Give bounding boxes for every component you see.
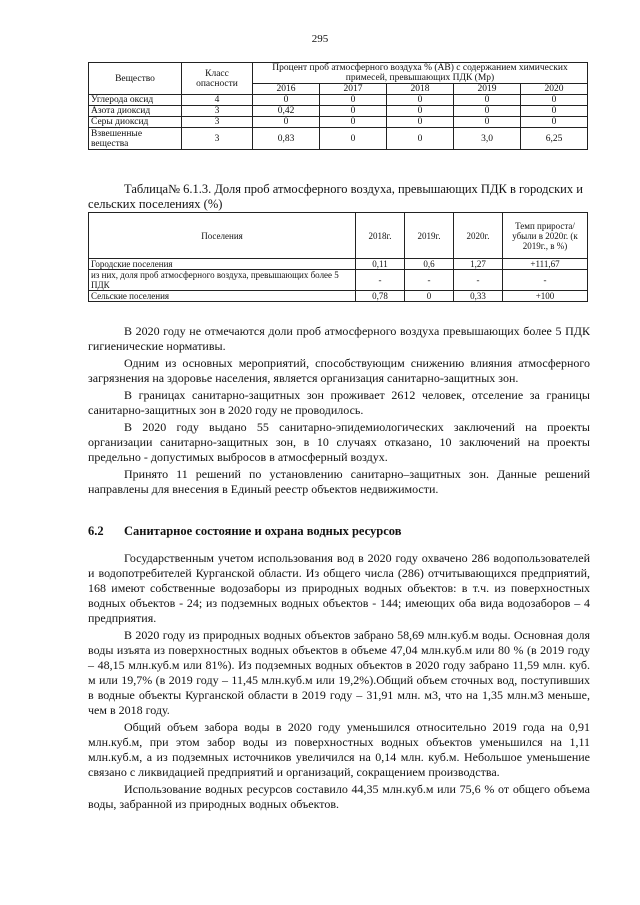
year-2019: 2019 xyxy=(454,84,521,95)
cell: 1,27 xyxy=(454,259,503,270)
header-substance: Вещество xyxy=(89,63,182,95)
year-2017: 2017 xyxy=(320,84,387,95)
cell: 0 xyxy=(320,128,387,150)
cell: 0 xyxy=(320,117,387,128)
settlement-name: Городские поселения xyxy=(89,259,356,270)
body-text-top xyxy=(88,324,590,499)
hazard-class: 4 xyxy=(182,95,253,106)
hazard-class: 3 xyxy=(182,117,253,128)
cell: 0 xyxy=(454,106,521,117)
cell: 0,83 xyxy=(253,128,320,150)
settlement-name: из них, доля проб атмосферного воздуха, превышающих более 5 ПДК xyxy=(89,270,356,291)
header-growth: Темп прироста/убыли в 2020г. (к 2019г., в %) xyxy=(503,213,588,259)
year-2020: 2020 xyxy=(521,84,588,95)
page-number: 295 xyxy=(311,33,329,45)
paragraph: Государственным учетом использования вод в 2020 году охвачено 286 водопользователей и водопотребителей Курганской области. Из общего числа (286) отчитывающихся предприятий, 168 имеют собственные водозаборы из природных водных объектов: в т.ч. из поверхностных водных объектов - 24; из подземных водных объектов - 144; имеющих оба вида водозаборов – 4 предприятия. xyxy=(88,551,590,625)
cell: 0 xyxy=(387,106,454,117)
section-title: Санитарное состояние и охрана водных ресурсов xyxy=(124,524,402,538)
cell: - xyxy=(503,270,588,291)
header-settlements: Поселения xyxy=(89,213,356,259)
cell: 0 xyxy=(521,95,588,106)
header-class: Класс опасности xyxy=(182,63,253,95)
table-row xyxy=(89,106,588,117)
cell: 0,11 xyxy=(356,259,405,270)
cell: - xyxy=(356,270,405,291)
cell: - xyxy=(454,270,503,291)
header-2018: 2018г. xyxy=(356,213,405,259)
cell: 0 xyxy=(521,106,588,117)
cell: 0 xyxy=(387,128,454,150)
cell: 0,33 xyxy=(454,291,503,302)
cell: 0 xyxy=(405,291,454,302)
paragraph: Общий объем забора воды в 2020 году уменьшился относительно 2019 года на 0,91 млн.куб.м, при этом забор воды из поверхностных водных объектов уменьшился на 1,11 млн.куб.м, а из подземных источников увеличился на 0,14 млн. куб.м. Небольшое уменьшение связано с ликвидацией предприятий и организаций, сокращением производства. xyxy=(88,720,590,779)
table-row xyxy=(89,291,588,302)
header-2019: 2019г. xyxy=(405,213,454,259)
cell: 0 xyxy=(387,95,454,106)
substance-name: Серы диоксид xyxy=(89,117,182,128)
paragraph: Одним из основных мероприятий, способствующим снижению влияния атмосферного загрязнения на здоровье населения, является организация санитарно-защитных зон. xyxy=(88,356,590,385)
substance-name: Взвешенные вещества xyxy=(89,128,182,150)
section-heading xyxy=(88,524,590,539)
cell: 0 xyxy=(387,117,454,128)
paragraph: В 2020 году выдано 55 санитарно-эпидемиологических заключений на проекты организации санитарно-защитных зон, в 10 случаях отказано, 10 заключений на проекты предельно - допустимых выбросов в атмосферный воздух. xyxy=(88,420,590,464)
header-percent: Процент проб атмосферного воздуха % (АВ) с содержанием химических примесей, превышающих ПДК (Мр) xyxy=(253,63,588,84)
cell: - xyxy=(405,270,454,291)
paragraph: Принято 11 решений по установлению санитарно–защитных зон. Данные решений направлены для внесения в Единый реестр объектов недвижимости. xyxy=(88,467,590,496)
table-row xyxy=(89,117,588,128)
cell: 6,25 xyxy=(521,128,588,150)
table-row xyxy=(89,270,588,291)
table-caption: Таблица№ 6.1.3. Доля проб атмосферного воздуха, превышающих ПДК в городских и сельских поселениях (%) xyxy=(88,182,583,211)
year-2018: 2018 xyxy=(387,84,454,95)
hazard-class: 3 xyxy=(182,106,253,117)
substance-name: Углерода оксид xyxy=(89,95,182,106)
header-2020: 2020г. xyxy=(454,213,503,259)
cell: 0 xyxy=(320,106,387,117)
year-2016: 2016 xyxy=(253,84,320,95)
settlement-name: Сельские поселения xyxy=(89,291,356,302)
cell: 0 xyxy=(253,117,320,128)
cell: 0,6 xyxy=(405,259,454,270)
table-row xyxy=(89,128,588,150)
cell: +100 xyxy=(503,291,588,302)
substance-name: Азота диоксид xyxy=(89,106,182,117)
cell: 0 xyxy=(320,95,387,106)
cell: 0 xyxy=(521,117,588,128)
pollutant-table xyxy=(88,62,588,150)
body-text-bottom xyxy=(88,551,590,814)
cell: 0,42 xyxy=(253,106,320,117)
section-number: 6.2 xyxy=(88,524,104,538)
table-row xyxy=(89,259,588,270)
cell: +111,67 xyxy=(503,259,588,270)
hazard-class: 3 xyxy=(182,128,253,150)
cell: 0 xyxy=(454,95,521,106)
cell: 0 xyxy=(454,117,521,128)
paragraph: В 2020 году из природных водных объектов забрано 58,69 млн.куб.м воды. Основная доля воды изъята из поверхностных водных объектов в объеме 47,04 млн.куб.м или 80 % (в 2019 году – 48,15 млн.куб.м или 81%). Из подземных водных объектов в 2020 году забрано 11,59 млн. куб. м или 19,7% (в 2019 году – 11,45 млн.куб.м или 19,2%).Общий объем сточных вод, поступивших в водные объекты Курганской области в 2019 году – 31,91 млн. м3, что на 1,35 млн.м3 меньше, чем в 2018 году. xyxy=(88,628,590,717)
cell: 0,78 xyxy=(356,291,405,302)
paragraph: Использование водных ресурсов составило 44,35 млн.куб.м или 75,6 % от общего объема воды, забранной из природных водных объектов. xyxy=(88,782,590,811)
table-row xyxy=(89,95,588,106)
paragraph: В границах санитарно-защитных зон проживает 2612 человек, отселение за границы санитарно-защитных зон в 2020 году не проводилось. xyxy=(88,388,590,417)
paragraph: В 2020 году не отмечаются доли проб атмосферного воздуха превышающих более 5 ПДК гигиенические нормативы. xyxy=(88,324,590,353)
settlements-table xyxy=(88,212,588,302)
cell: 3,0 xyxy=(454,128,521,150)
cell: 0 xyxy=(253,95,320,106)
